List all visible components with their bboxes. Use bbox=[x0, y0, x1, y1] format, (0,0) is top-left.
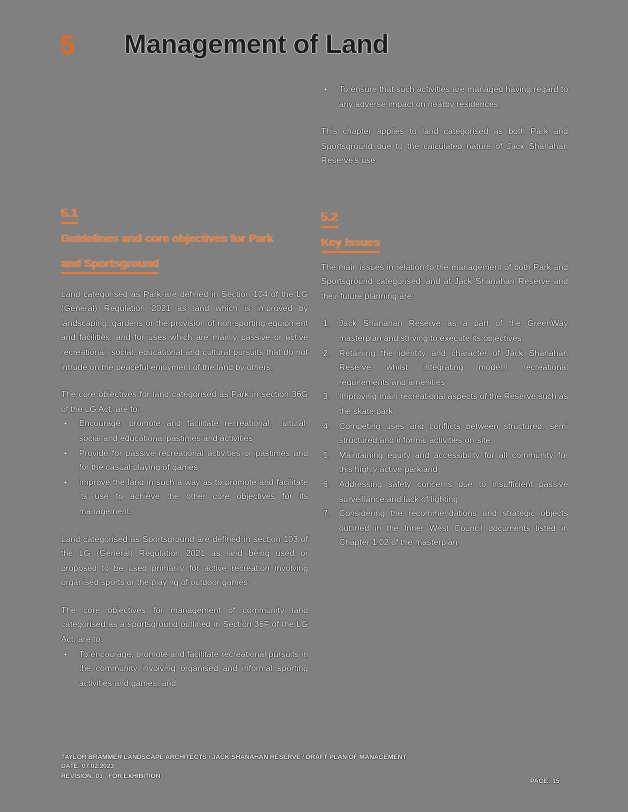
list-item: 2. Retaining the identity and character of Jack Shanahan Reserve whilst integrating modern recreational requirements and amenities bbox=[323, 347, 568, 387]
chapter-number: 5 bbox=[60, 30, 76, 60]
section-title: Key Issues bbox=[321, 232, 568, 254]
sportsground-objectives-intro: The core objectives for management of community land categorised as a sportsground outlined in Section 36F of the LG Act, are to: bbox=[61, 604, 308, 645]
footer-project-line: TAYLOR BRAMMER LANDSCAPE ARCHITECTS / JACK SHANAHAN RESERVE / DRAFT PLAN OF MANAGEMENT bbox=[61, 754, 407, 761]
list-item: • Improve the land in such a way as to promote and facilitate its use to achieve the other core objectives for its management. bbox=[61, 475, 308, 519]
section-title: Guidelines and core objectives for Park and Sportsground bbox=[61, 228, 308, 275]
park-objectives-intro: The core objectives for land categorised as Park in section 36G of the LG Act, are to: bbox=[61, 389, 308, 414]
section-5-1 bbox=[61, 206, 308, 690]
right-column-top bbox=[321, 82, 568, 168]
intro-bullet-list bbox=[321, 82, 568, 111]
section-number: 5.1 bbox=[61, 206, 78, 224]
sportsground-objectives-list bbox=[61, 647, 308, 691]
key-issues-list bbox=[321, 316, 568, 550]
page-number: PAGE: 15 bbox=[530, 778, 560, 785]
list-item: • To ensure that such activities are managed having regard to any adverse impact on nearby residences. bbox=[321, 82, 568, 111]
list-item: 3. Improving main recreational aspects of the Reserve such as the skate park bbox=[323, 391, 568, 416]
list-item: 7. Considering the recommendations and strategic objects outlined in the Inner West Council documents listed in Chapter 1.02 of the masterplan bbox=[323, 508, 568, 548]
chapter-title: Management of Land bbox=[124, 29, 389, 59]
list-item: • Encourage, promote and facilitate recreational, cultural, social and educational pastimes and activities bbox=[61, 416, 308, 445]
park-objectives-list bbox=[61, 416, 308, 518]
list-item: 5. Maintaining equity and accessibility for all community for this highly active parkland bbox=[323, 449, 568, 475]
section-number: 5.2 bbox=[321, 210, 338, 228]
sportsground-definition-paragraph: Land categorised as Sportsground are defined in section 103 of the LG (General) Regulation 2021 as land being used or proposed to be used primarily for active recreation involving organised sports or the playing of outdoor games. bbox=[61, 533, 308, 588]
list-item: 4. Competing uses and conflicts between structured, semi structured and informal activities on-site bbox=[323, 420, 568, 446]
section-5-2 bbox=[321, 210, 568, 550]
list-item: 1. Jack Shanahan Reserve as a part of the GreenWay masterplan and striving to execute its objectives bbox=[323, 318, 568, 343]
page-footer bbox=[61, 753, 406, 781]
chapter-applies-paragraph: This chapter applies to land categorised as both Park and Sportsground due to the calculated nature of Jack Shanahan Reserve's use. bbox=[321, 126, 568, 166]
footer-date: DATE: 07.02.2023 bbox=[61, 763, 114, 771]
footer-revision: REVISION: 03 - FOR EXHIBITION bbox=[61, 772, 161, 780]
park-definition-paragraph: Land categorised as Park are defined in Section 104 of the LG (General) Regulation 2021 as land which is improved by landscaping, gardens or the provision of non-sporting equipment and facilities, and for uses which are mainly passive or active recreational, social, educational and cultural pursuits that do not intrude on the peaceful enjoyment of the land by others. bbox=[61, 288, 308, 372]
list-item: • To encourage, promote and facilitate recreational pursuits in the community involving organised and informal sporting activities and games, and bbox=[61, 647, 308, 691]
key-issues-intro: The main issues in relation to the management of both Park and Sportsground categorised land at Jack Shanahan Reserve and their future planning are: bbox=[321, 261, 568, 301]
list-item: • Provide for passive recreational activities or pastimes and for the casual playing of games bbox=[61, 446, 308, 475]
list-item: 6. Addressing safety concerns due to insufficient passive surveillance and lack of lighting bbox=[323, 478, 568, 504]
